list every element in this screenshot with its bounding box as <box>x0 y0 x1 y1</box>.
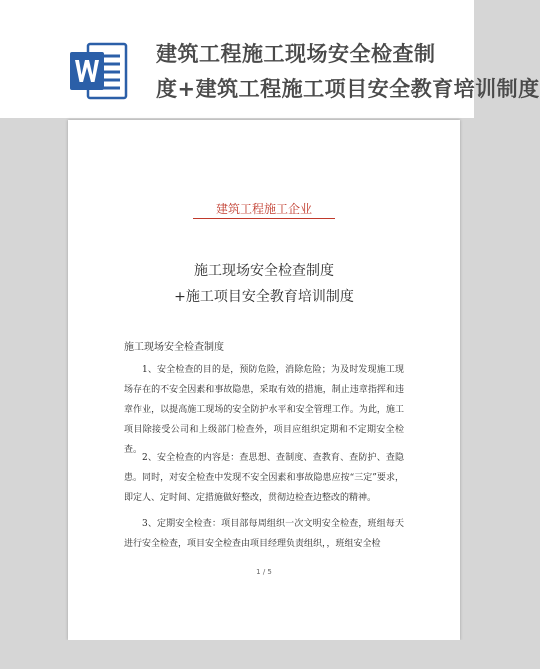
word-document-icon <box>68 40 130 102</box>
doc-title-line-2: +施工项目安全教育培训制度 <box>174 289 354 305</box>
document-header <box>0 0 540 118</box>
page-number: 1 / 5 <box>256 568 272 576</box>
doc-title-line-1: 施工现场安全检查制度 <box>194 263 334 279</box>
paragraph-2: 2、安全检查的内容是：查思想、查制度、查教育、查防护、查隐患。同时，对安全检查中发现不安全因素和事故隐患应按“三定”要求，即定人、定时间、定措施做好整改，贯彻边检查边整改的精神。 <box>124 453 404 503</box>
document-page <box>68 120 460 640</box>
section-heading: 施工现场安全检查制度 <box>124 342 224 353</box>
company-name: 建筑工程施工企业 <box>215 202 312 216</box>
paragraph-1: 1、安全检查的目的是，预防危险，消除危险；为及时发现施工现场存在的不安全因素和事故隐患，采取有效的措施，制止违章指挥和违章作业，以提高施工现场的安全防护水平和安全管理工作。为此，施工项目除接受公司和上级部门检查外，项目应组织定期和不定期安全检查。 <box>124 365 404 455</box>
background-footer <box>0 640 474 669</box>
document-title-line-2: 度+建筑工程施工项目安全教育培训制度 <box>156 77 540 101</box>
company-underline <box>193 218 335 219</box>
document-title-line-1: 建筑工程施工现场安全检查制 <box>156 42 436 66</box>
paragraph-3: 3、定期安全检查：项目部每周组织一次文明安全检查，班组每天进行安全检查，项目安全检查由项目经理负责组织，，班组安全检 <box>124 519 404 549</box>
